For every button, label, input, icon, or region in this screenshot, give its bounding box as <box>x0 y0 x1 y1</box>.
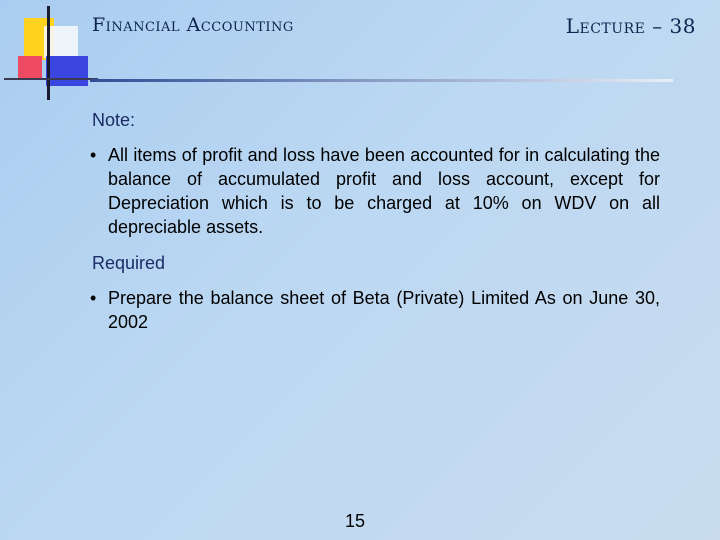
course-title: Financial Accounting <box>92 14 294 36</box>
required-bullet-item <box>90 286 660 334</box>
required-text: Prepare the balance sheet of Beta (Private) Limited As on June 30, 2002 <box>108 288 660 332</box>
logo-red-square <box>18 56 42 78</box>
note-heading: Note: <box>92 110 136 130</box>
corner-logo-decoration <box>0 0 100 110</box>
logo-vertical-line <box>47 6 50 100</box>
header-divider <box>90 79 673 82</box>
page-number: 15 <box>345 511 366 531</box>
note-bullet-item <box>90 143 660 239</box>
bullet-marker: • <box>90 145 97 165</box>
logo-horizontal-line <box>4 78 98 80</box>
lecture-title: Lecture – 38 <box>565 14 696 38</box>
bullet-marker: • <box>90 288 97 308</box>
note-text: All items of profit and loss have been accounted for in calculating the balance of accumulated profit and loss account, except for Depreciation which is to be charged at 10% on WDV on all depreciable assets. <box>108 145 660 237</box>
required-heading: Required <box>92 253 166 273</box>
logo-blue-square <box>46 56 88 86</box>
